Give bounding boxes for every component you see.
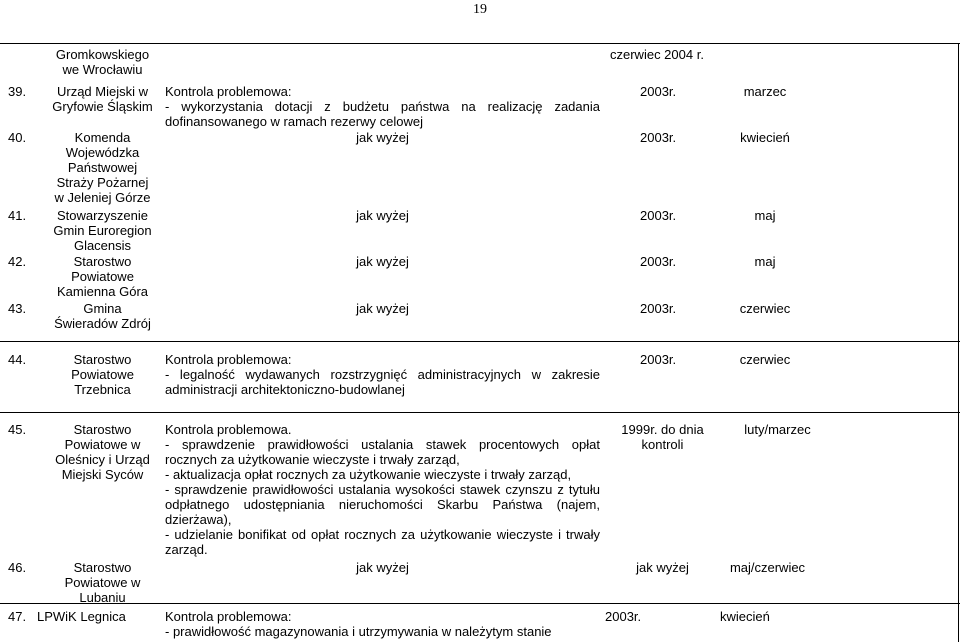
row-44-year: 2003r.: [640, 352, 677, 367]
row-38-org: Gromkowskiego we Wrocławiu: [55, 47, 150, 77]
row-42-subject: jak wyżej: [356, 254, 409, 269]
row-39-year: 2003r.: [640, 84, 677, 99]
row-42-org: Starostwo Powiatowe Kamienna Góra: [56, 254, 149, 299]
row-43-month: czerwiec: [739, 301, 791, 316]
row-46-subject: jak wyżej: [356, 560, 409, 575]
row-41-org: Stowarzyszenie Gmin Euroregion Glacensis: [53, 208, 152, 253]
row-44-org: Starostwo Powiatowe Trzebnica: [71, 352, 134, 397]
row-43-num: 43.: [8, 301, 27, 316]
row-divider-44: [0, 341, 960, 342]
row-42-month: maj: [754, 254, 776, 269]
row-46-num: 46.: [8, 560, 27, 575]
row-44-num: 44.: [8, 352, 27, 367]
row-45-org: Starostwo Powiatowe w Oleśnicy i Urząd Miejski Syców: [55, 422, 150, 482]
row-45-num: 45.: [8, 422, 27, 437]
row-39-month: marzec: [743, 84, 787, 99]
row-38-period: czerwiec 2004 r.: [610, 47, 704, 62]
row-47-org: LPWiK Legnica: [37, 609, 126, 624]
page-number: 19: [473, 2, 487, 17]
row-47-month: kwiecień: [720, 609, 770, 624]
row-39-org: Urząd Miejski w Gryfowie Śląskim: [52, 84, 153, 114]
row-42-year: 2003r.: [640, 254, 677, 269]
row-45-year: 1999r. do dnia kontroli: [621, 422, 704, 452]
row-43-org: Gmina Świeradów Zdrój: [54, 301, 151, 331]
row-47-subject: Kontrola problemowa: - prawidłowość magazynowania i utrzymywania w należytym stanie: [165, 609, 552, 639]
row-40-month: kwiecień: [740, 130, 790, 145]
row-39-num: 39.: [8, 84, 27, 99]
row-41-year: 2003r.: [640, 208, 677, 223]
table-right-border: [958, 43, 959, 642]
row-divider-45: [0, 412, 960, 413]
row-40-subject: jak wyżej: [356, 130, 409, 145]
row-43-year: 2003r.: [640, 301, 677, 316]
row-40-num: 40.: [8, 130, 27, 145]
row-45-month: luty/marzec: [744, 422, 811, 437]
row-46-org: Starostwo Powiatowe w Lubaniu: [64, 560, 141, 605]
row-47-year: 2003r.: [605, 609, 642, 624]
table-top-border: [0, 43, 960, 44]
row-39-subject: Kontrola problemowa: - wykorzystania dotacji z budżetu państwa na realizację zadania dofinansowanego w ramach rezerwy celowej: [165, 84, 600, 129]
row-44-subject: Kontrola problemowa: - legalność wydawanych rozstrzygnięć administracyjnych w zakresie administracji architektoniczno-budowlanej: [165, 352, 600, 397]
row-46-month: maj/czerwiec: [729, 560, 806, 575]
row-40-org: Komenda Wojewódzka Państwowej Straży Pożarnej w Jeleniej Górze: [54, 130, 151, 205]
row-45-subject: Kontrola problemowa. - sprawdzenie prawidłowości ustalania stawek procentowych opłat rocznych za użytkowanie wieczyste i trwały zarząd, - aktualizacja opłat rocznych za użytkowanie wieczyste i trwały zarząd, - sprawdzenie prawidłowości ustalania wysokości stawek czynszu z tytułu odpłatnego udostępniania nieruchomości Skarbu Państwa (najem, dzierżawa), - udzielanie bonifikat od opłat rocznych za użytkowanie wieczyste i trwały zarząd.: [165, 422, 600, 557]
row-41-month: maj: [754, 208, 776, 223]
row-41-num: 41.: [8, 208, 27, 223]
row-41-subject: jak wyżej: [356, 208, 409, 223]
row-40-year: 2003r.: [640, 130, 677, 145]
row-42-num: 42.: [8, 254, 27, 269]
row-47-num: 47.: [8, 609, 27, 624]
row-43-subject: jak wyżej: [356, 301, 409, 316]
row-46-year: jak wyżej: [636, 560, 689, 575]
row-44-month: czerwiec: [739, 352, 791, 367]
